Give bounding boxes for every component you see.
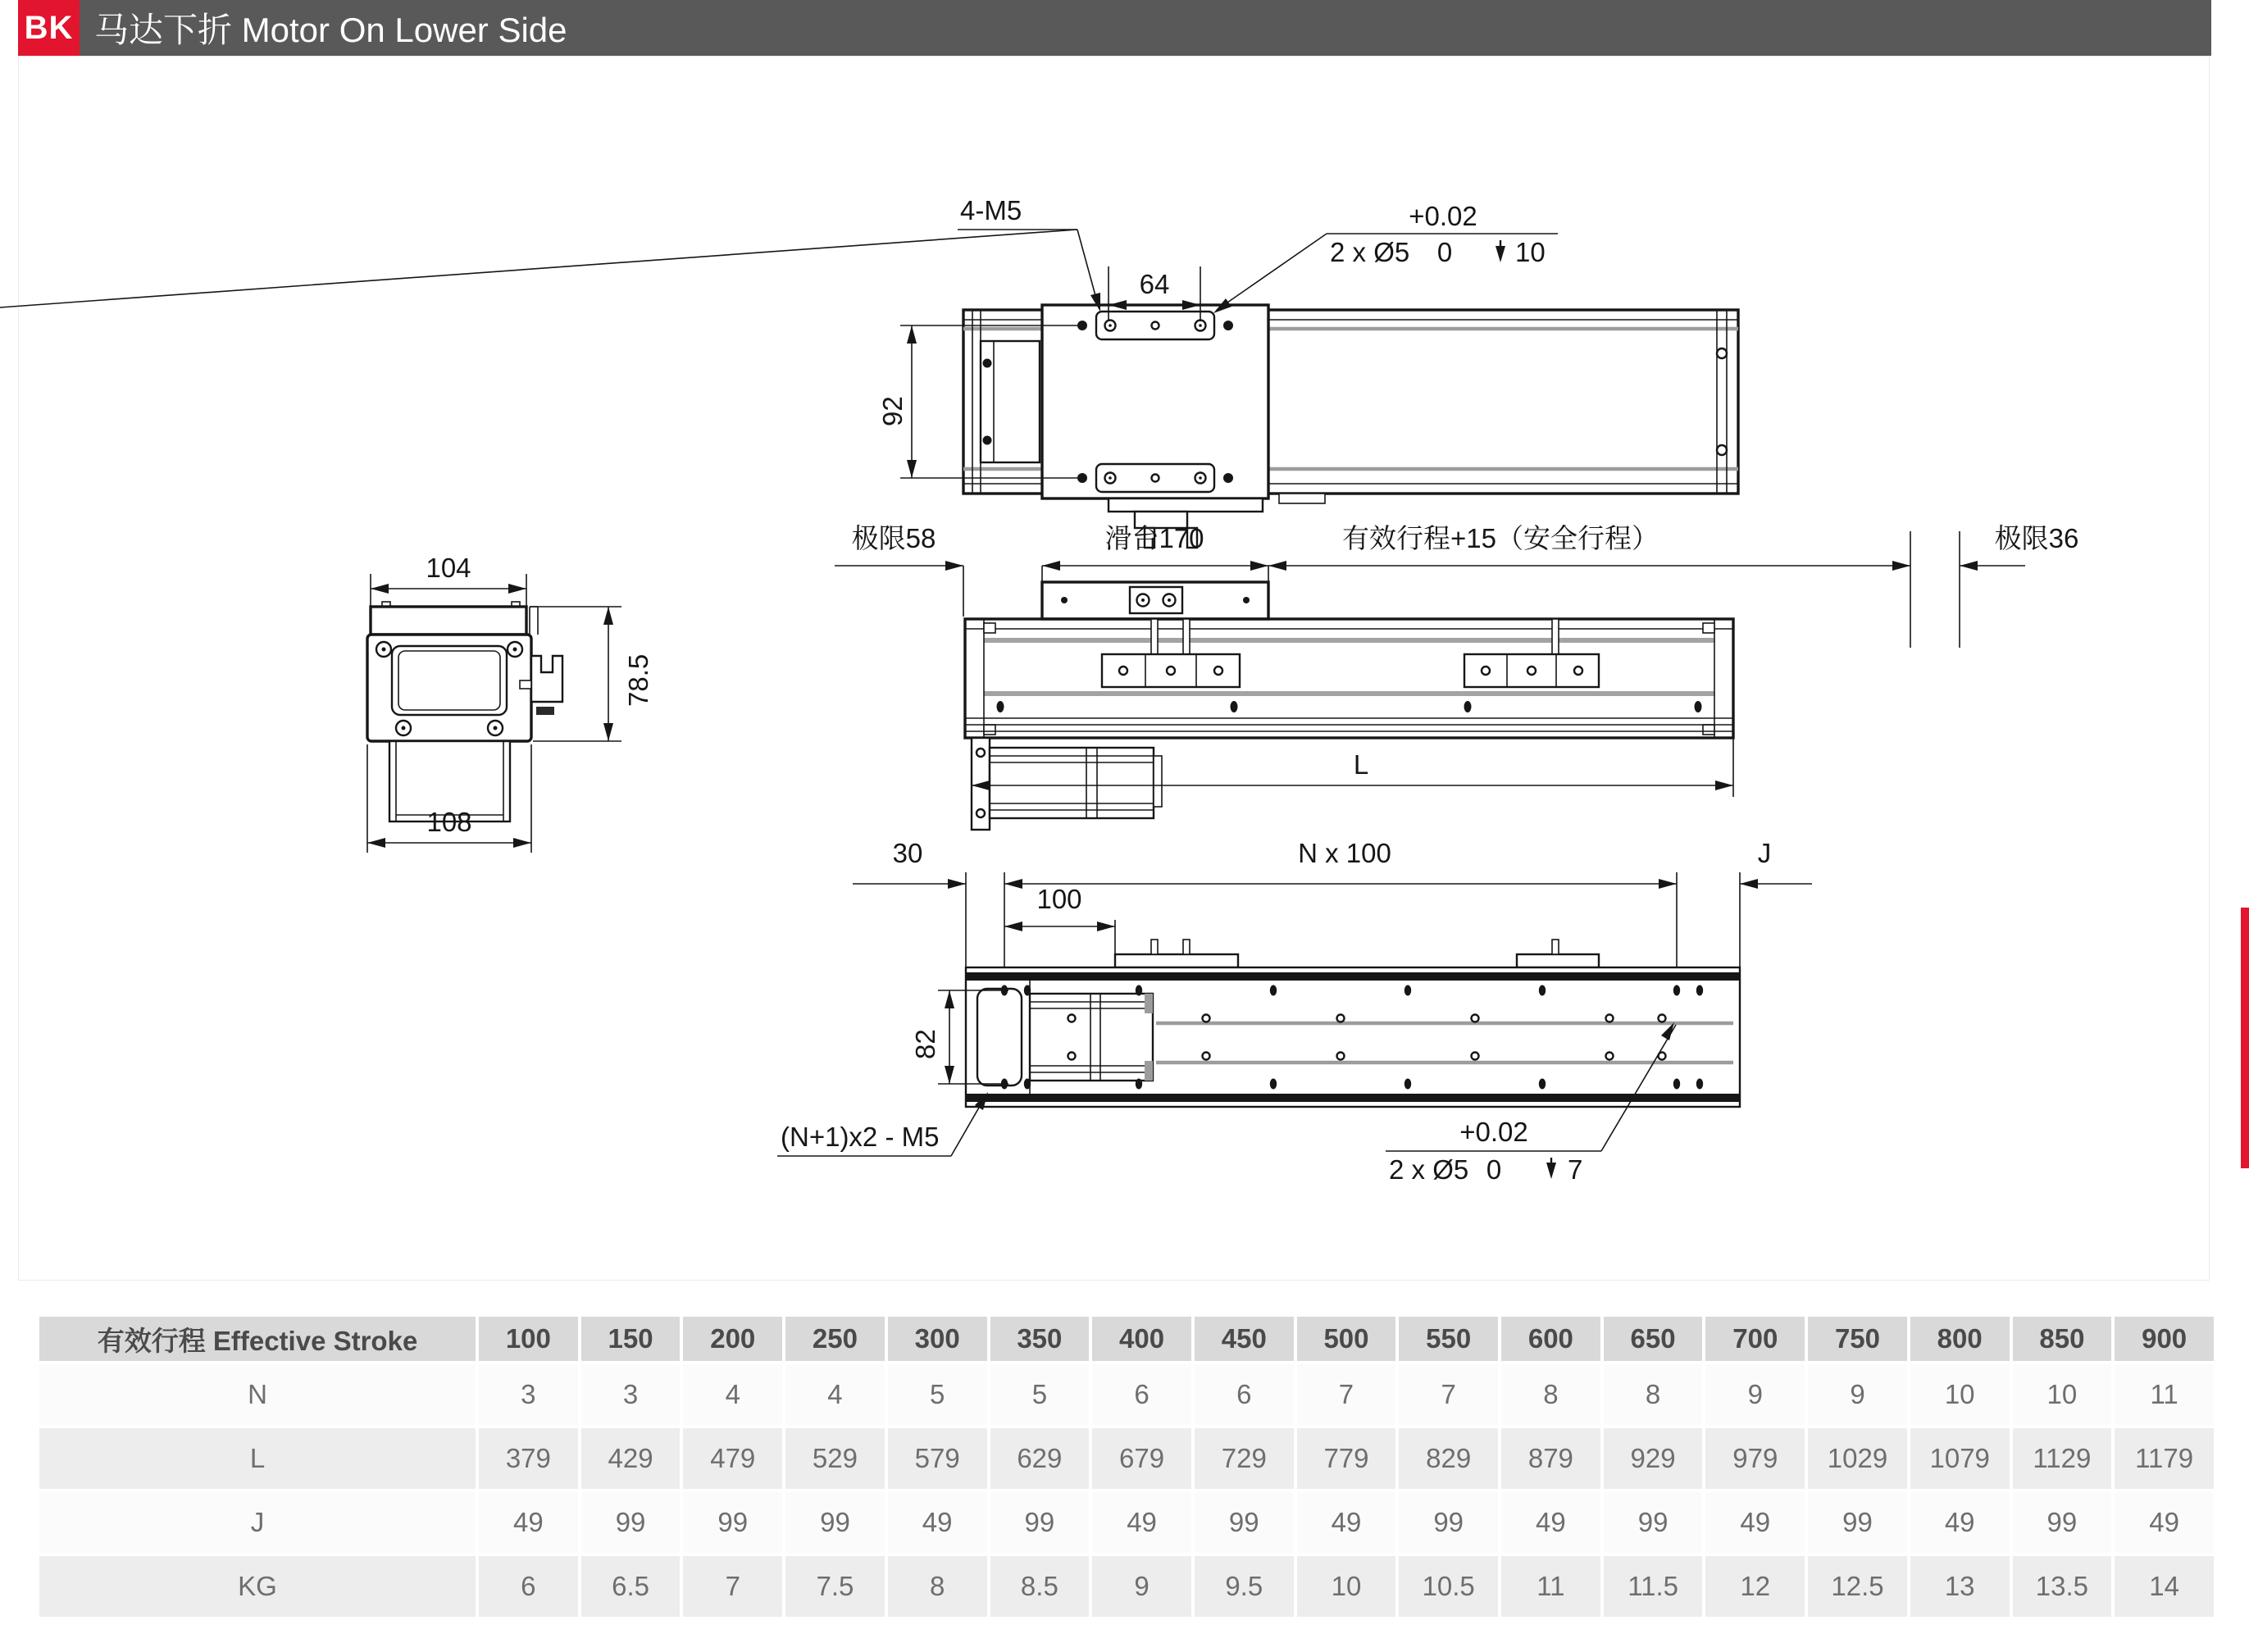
series-badge: BK	[18, 0, 80, 56]
value-cell: 3	[479, 1364, 578, 1425]
value-cell: 7.5	[785, 1556, 885, 1617]
stroke-header-cell: 350	[990, 1317, 1090, 1361]
value-cell: 49	[1705, 1492, 1805, 1553]
value-cell: 5	[990, 1364, 1090, 1425]
front-view	[835, 523, 2078, 830]
dowel-tol-top: +0.02	[1409, 201, 1477, 231]
dowel-tol-bottom: +0.02	[1459, 1117, 1528, 1147]
value-cell: 1179	[2115, 1428, 2214, 1489]
dim-nx100: N x 100	[1298, 838, 1391, 868]
dim-92: 92	[877, 396, 908, 426]
value-cell: 99	[1604, 1492, 1703, 1553]
dim-78-5: 78.5	[623, 653, 653, 707]
value-cell: 4	[683, 1364, 782, 1425]
value-cell: 99	[1399, 1492, 1498, 1553]
row-label: KG	[39, 1556, 476, 1617]
value-cell: 49	[888, 1492, 987, 1553]
value-cell: 49	[479, 1492, 578, 1553]
dowel-depth-bottom: 7	[1568, 1154, 1583, 1185]
value-cell: 12.5	[1808, 1556, 1907, 1617]
header-label-en: Effective Stroke	[212, 1325, 418, 1356]
value-cell: 729	[1195, 1428, 1294, 1489]
callout-4m5: 4-M5	[960, 195, 1022, 225]
value-cell: 99	[1195, 1492, 1294, 1553]
depth-symbol-bottom	[1546, 1158, 1556, 1179]
value-cell: 879	[1501, 1428, 1600, 1489]
value-cell: 49	[1297, 1492, 1396, 1553]
value-cell: 99	[1808, 1492, 1907, 1553]
value-cell: 529	[785, 1428, 885, 1489]
value-cell: 8	[1501, 1364, 1600, 1425]
dim-limit-right: 极限36	[1994, 523, 2079, 553]
dim-30: 30	[892, 838, 923, 868]
header-label-cn: 有效行程	[97, 1325, 206, 1356]
stroke-header-cell: 500	[1297, 1317, 1396, 1361]
top-view	[0, 195, 1738, 548]
value-cell: 5	[888, 1364, 987, 1425]
value-cell: 49	[1092, 1492, 1191, 1553]
value-cell: 1029	[1808, 1428, 1907, 1489]
page-title: 马达下折 Motor On Lower Side	[80, 0, 2211, 56]
dowel-callout-top: 2 x Ø5	[1330, 237, 1410, 267]
dowel-callout-bottom: 2 x Ø5	[1389, 1154, 1469, 1185]
value-cell: 1079	[1910, 1428, 2010, 1489]
bottom-view	[777, 838, 1812, 1185]
value-cell: 9	[1705, 1364, 1805, 1425]
value-cell: 10	[1297, 1556, 1396, 1617]
dim-104: 104	[426, 553, 471, 583]
value-cell: 12	[1705, 1556, 1805, 1617]
stroke-header-cell: 600	[1501, 1317, 1600, 1361]
value-cell: 6	[1195, 1364, 1294, 1425]
row-label: L	[39, 1428, 476, 1489]
callout-m5-bottom: (N+1)x2 - M5	[781, 1122, 940, 1152]
dim-J: J	[1757, 838, 1772, 868]
value-cell: 779	[1297, 1428, 1396, 1489]
value-cell: 379	[479, 1428, 578, 1489]
dowel-zero-top: 0	[1436, 237, 1453, 267]
stroke-header-cell: 700	[1705, 1317, 1805, 1361]
stroke-header-cell: 150	[581, 1317, 681, 1361]
value-cell: 14	[2115, 1556, 2214, 1617]
stroke-header-cell: 800	[1910, 1317, 2010, 1361]
value-cell: 3	[581, 1364, 681, 1425]
dim-64: 64	[1139, 269, 1170, 299]
depth-symbol-top	[1496, 240, 1505, 262]
dim-stroke: 有效行程+15（安全行程）	[1342, 523, 1659, 553]
value-cell: 979	[1705, 1428, 1805, 1489]
dowel-zero-bottom: 0	[1486, 1154, 1502, 1185]
value-cell: 6	[479, 1556, 578, 1617]
stroke-header-cell: 550	[1399, 1317, 1498, 1361]
value-cell: 479	[683, 1428, 782, 1489]
value-cell: 829	[1399, 1428, 1498, 1489]
value-cell: 10	[1910, 1364, 2010, 1425]
value-cell: 13	[1910, 1556, 2010, 1617]
value-cell: 6	[1092, 1364, 1191, 1425]
value-cell: 8	[1604, 1364, 1703, 1425]
value-cell: 929	[1604, 1428, 1703, 1489]
dim-limit-left: 极限58	[851, 523, 936, 553]
stroke-header-cell: 850	[2013, 1317, 2112, 1361]
stroke-header-cell: 250	[785, 1317, 885, 1361]
value-cell: 679	[1092, 1428, 1191, 1489]
value-cell: 7	[683, 1556, 782, 1617]
value-cell: 9	[1092, 1556, 1191, 1617]
stroke-header-cell: 900	[2115, 1317, 2214, 1361]
value-cell: 10	[2013, 1364, 2112, 1425]
table-row	[39, 1428, 2214, 1489]
stroke-header-cell: 650	[1604, 1317, 1703, 1361]
value-cell: 6.5	[581, 1556, 681, 1617]
row-label: J	[39, 1492, 476, 1553]
value-cell: 9.5	[1195, 1556, 1294, 1617]
stroke-header-cell: 750	[1808, 1317, 1907, 1361]
value-cell: 49	[1910, 1492, 2010, 1553]
value-cell: 11.5	[1604, 1556, 1703, 1617]
stroke-header-cell: 100	[479, 1317, 578, 1361]
value-cell: 11	[2115, 1364, 2214, 1425]
table-row	[39, 1492, 2214, 1553]
value-cell: 10.5	[1399, 1556, 1498, 1617]
dim-L: L	[1353, 749, 1369, 780]
dim-slider: 滑台170	[1104, 523, 1204, 553]
value-cell: 11	[1501, 1556, 1600, 1617]
value-cell: 629	[990, 1428, 1090, 1489]
dim-108: 108	[426, 807, 472, 837]
value-cell: 8	[888, 1556, 987, 1617]
value-cell: 7	[1399, 1364, 1498, 1425]
dim-100: 100	[1036, 884, 1082, 914]
value-cell: 99	[683, 1492, 782, 1553]
value-cell: 7	[1297, 1364, 1396, 1425]
stroke-spec-table	[36, 1313, 2217, 1620]
row-label: N	[39, 1364, 476, 1425]
table-header-label	[39, 1317, 476, 1361]
value-cell: 49	[2115, 1492, 2214, 1553]
stroke-header-cell: 450	[1195, 1317, 1294, 1361]
value-cell: 429	[581, 1428, 681, 1489]
table-row	[39, 1364, 2214, 1425]
value-cell: 8.5	[990, 1556, 1090, 1617]
stroke-header-cell: 300	[888, 1317, 987, 1361]
table-header-row	[39, 1317, 2214, 1361]
value-cell: 9	[1808, 1364, 1907, 1425]
dim-82: 82	[910, 1029, 940, 1059]
dowel-depth-top: 10	[1515, 237, 1546, 267]
value-cell: 99	[2013, 1492, 2112, 1553]
stroke-header-cell: 200	[683, 1317, 782, 1361]
value-cell: 4	[785, 1364, 885, 1425]
value-cell: 99	[990, 1492, 1090, 1553]
section-view	[367, 553, 653, 853]
value-cell: 99	[581, 1492, 681, 1553]
value-cell: 579	[888, 1428, 987, 1489]
value-cell: 49	[1501, 1492, 1600, 1553]
table-row	[39, 1556, 2214, 1617]
stroke-header-cell: 400	[1092, 1317, 1191, 1361]
value-cell: 1129	[2013, 1428, 2112, 1489]
value-cell: 99	[785, 1492, 885, 1553]
value-cell: 13.5	[2013, 1556, 2112, 1617]
